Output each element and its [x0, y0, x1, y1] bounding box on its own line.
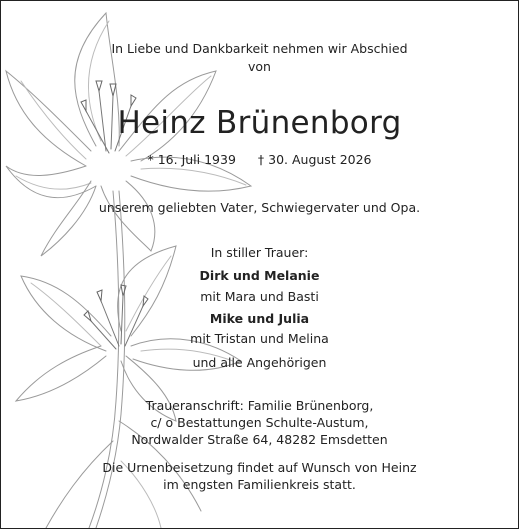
- address-line-3: Nordwalder Straße 64, 48282 Emsdetten: [131, 432, 388, 447]
- notice-line-2: im engsten Familienkreis statt.: [163, 477, 356, 492]
- family-1-name: Dirk und Melanie: [199, 268, 320, 283]
- obituary-text: [1, 1, 518, 528]
- death-date: 30. August 2026: [268, 152, 372, 167]
- other-relatives: und alle Angehörigen: [192, 355, 327, 370]
- deceased-name: Heinz Brünenborg: [117, 105, 402, 141]
- relation-line: unserem geliebten Vater, Schwiegervater und Opa.: [98, 200, 421, 215]
- intro-line-2: von: [248, 59, 271, 74]
- address-line-2: c/ o Bestattungen Schulte-Austum,: [150, 415, 369, 430]
- address-line-1: Traueranschrift: Familie Brünenborg,: [145, 398, 374, 413]
- family-2-children: mit Tristan und Melina: [190, 331, 329, 346]
- family-2-name: Mike und Julia: [209, 311, 310, 326]
- intro-line-1: In Liebe und Dankbarkeit nehmen wir Abschied: [111, 41, 408, 56]
- birth-symbol: *: [147, 152, 154, 167]
- family-1-children: mit Mara und Basti: [200, 289, 319, 304]
- mourners-heading: In stiller Trauer:: [210, 245, 309, 260]
- notice-line-1: Die Urnenbeisetzung findet auf Wunsch von Heinz: [102, 460, 417, 475]
- death-symbol: †: [257, 152, 265, 167]
- birth-date: 16. Juli 1939: [157, 152, 236, 167]
- life-dates: [1, 152, 518, 168]
